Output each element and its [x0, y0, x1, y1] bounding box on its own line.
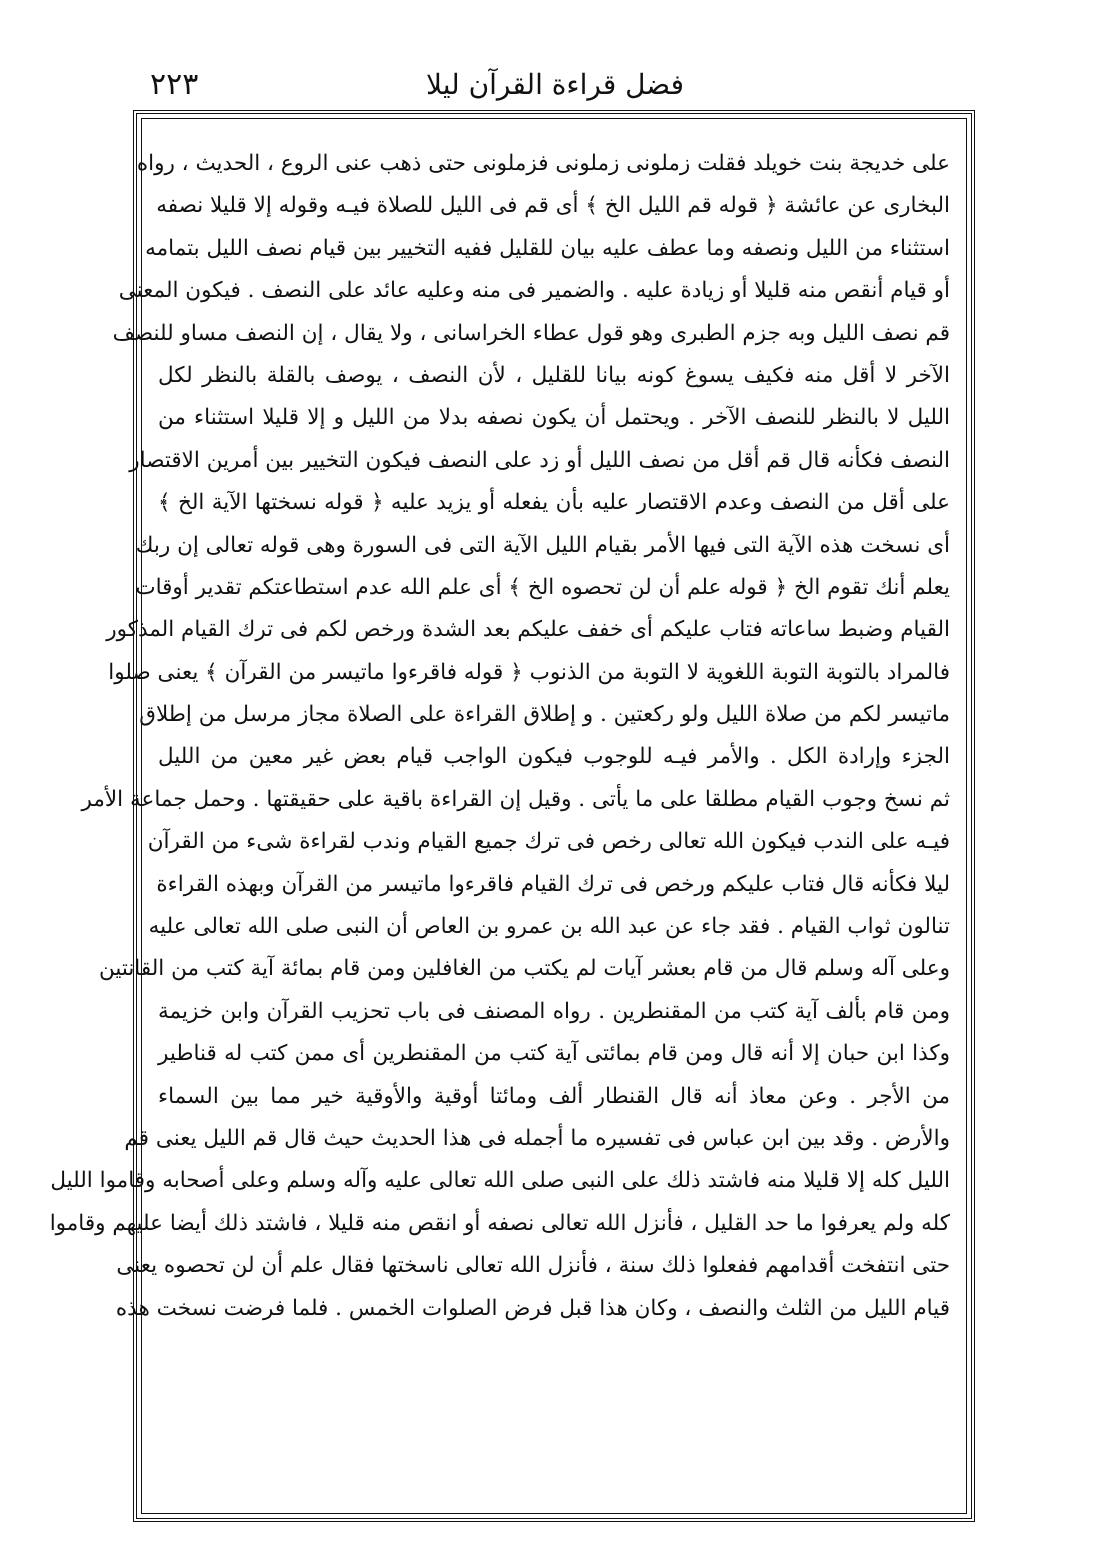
text-line: كله ولم يعرفوا ما حد القليل ، فأنزل الله تعالى نصفه أو انقص منه قليلا ، فاشتد ذلك أيضا عليهم وقاموا: [49, 1210, 950, 1236]
text-line: البخارى عن عائشة ﴿ قوله قم الليل الخ ﴾ أى قم فى الليل للصلاة فيـه وقوله إلا قليلا نصفه: [156, 193, 950, 219]
text-line: قيام الليل من الثلث والنصف ، وكان هذا قبل فرض الصلوات الخمس . فلما فرضت نسخت هذه: [115, 1295, 950, 1321]
text-line: وعلى آله وسلم قال من قام بعشر آيات لم يكتب من الغافلين ومن قام بمائة آية كتب من القانتين: [98, 956, 950, 982]
text-line: [158, 1415, 950, 1457]
text-line: وكذا ابن حبان إلا أنه قال ومن قام بمائتى آية كتب من المقنطرين أى ممن كتب له قناطير: [158, 1041, 950, 1067]
text-line: فيـه على الندب فيكون الله تعالى رخص فى ترك جميع القيام وندب لقراءة شىء من القرآن: [147, 829, 950, 855]
text-line: على خديجة بنت خويلد فقلت زملونى زملونى فزملونى حتى ذهب عنى الروع ، الحديث ، رواه: [136, 151, 950, 176]
text-line: الليل لا بالنظر للنصف الآخر . ويحتمل أن يكون نصفه بدلا من الليل و إلا قليلا استثناء من: [158, 405, 950, 431]
text-line: قم نصف الليل وبه جزم الطبرى وهو قول عطاء الخراسانى ، ولا يقال ، إن النصف مساو للنصف: [112, 320, 950, 346]
text-line: أى نسخت هذه الآية التى فيها الأمر بقيام الليل الآية التى فى السورة وهى قوله تعالى إن ربك: [135, 532, 950, 558]
text-line: يعلم أنك تقوم الخ ﴿ قوله علم أن لن تحصوه الخ ﴾ أى علم الله عدم استطاعتكم تقدير أوقات: [135, 574, 950, 600]
page-title: فضل قراءة القرآن ليلا: [426, 68, 684, 101]
text-line: فالمراد بالتوبة التوبة اللغوية لا التوبة من الذنوب ﴿ قوله فاقرءوا ماتيسر من القرآن ﴾ يعنى صلوا: [108, 659, 950, 685]
text-line: ومن قام بألف آية كتب من المقنطرين . رواه المصنف فى باب تحزيب القرآن وابن خزيمة: [158, 998, 950, 1024]
text-line: على أقل من النصف وعدم الاقتصار عليه بأن يفعله أو يزيد عليه ﴿ قوله نسختها الآية الخ ﴾: [158, 490, 950, 516]
text-body: [49, 143, 950, 1457]
text-line: حتى انتفخت أقدامهم ففعلوا ذلك سنة ، فأنزل الله تعالى ناسختها فقال علم أن لن تحصوه يعنى: [116, 1253, 950, 1279]
page-number: ٢٢٣: [150, 67, 199, 102]
text-line: النصف فكأنه قال قم أقل من نصف الليل أو زد على النصف فيكون التخيير بين أمرين الاقتصار: [129, 447, 950, 473]
text-line: أو قيام أنقص منه قليلا أو زيادة عليه . والضمير فى منه وعليه عائد على النصف . فيكون المعنى: [118, 278, 950, 304]
text-line: من الأجر . وعن معاذ أنه قال القنطار ألف ومائتا أوقية والأوقية خير مما بين السماء: [158, 1083, 950, 1109]
page-header: [150, 60, 960, 110]
text-line: القيام وضبط ساعاته فتاب عليكم أى خفف عليكم بعد الشدة ورخص لكم فى ترك القيام المذكور: [106, 617, 950, 643]
text-line: تنالون ثواب القيام . فقد جاء عن عبد الله بن عمرو بن العاص أن النبى صلى الله تعالى عليه: [148, 914, 950, 940]
text-frame: [49, 110, 975, 1522]
inner-frame: [49, 118, 967, 1514]
text-line: ثم نسخ وجوب القيام مطلقا على ما يأتى . وقيل إن القراءة باقية على حقيقتها . وحمل جماعة الأمر: [81, 786, 950, 812]
text-line: ليلا فكأنه قال فتاب عليكم ورخص فى ترك القيام فاقرءوا ماتيسر من القرآن وبهذه القراءة: [156, 871, 950, 897]
text-line: استثناء من الليل ونصفه وما عطف عليه بيان للقليل ففيه التخيير بين قيام نصف الليل بتمامه: [145, 235, 950, 261]
text-line: الآخر لا أقل منه فكيف يسوغ كونه بيانا للقليل ، لأن النصف ، يوصف بالقلة بالنظر لكل: [158, 362, 950, 388]
text-line: والأرض . وقد بين ابن عباس فى تفسيره ما أجمله فى هذا الحديث حيث قال قم الليل يعنى قم: [124, 1125, 950, 1151]
text-line: الليل كله إلا قليلا منه فاشتد ذلك على النبى صلى الله تعالى عليه وآله وسلم وعلى أصحابه وقاموا الليل: [50, 1168, 950, 1194]
text-line: [158, 1372, 950, 1414]
text-line: [158, 1330, 950, 1372]
text-line: الجزء وإرادة الكل . والأمر فيـه للوجوب فيكون الواجب قيام بعض غير معين من الليل: [158, 744, 950, 770]
text-line: ماتيسر لكم من صلاة الليل ولو ركعتين . و إطلاق القراءة على الصلاة مجاز مرسل من إطلاق: [139, 702, 950, 728]
